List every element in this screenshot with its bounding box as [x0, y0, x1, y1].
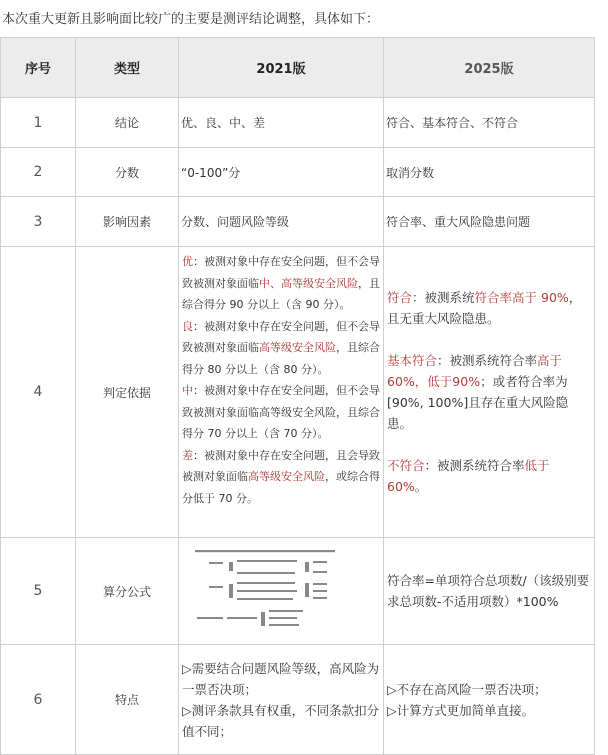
result-jiben-label: 基本符合 [387, 353, 438, 368]
cell-2025: 符合率=单项符合总项数/（该级别要求总项数-不适用项数）*100% [384, 538, 595, 645]
cell-2021: 分数、问题风险等级 [179, 197, 384, 247]
formula-illustration [193, 546, 369, 636]
table-row [1, 247, 595, 538]
cell-2025: 符合、基本符合、不符合 [384, 98, 595, 148]
row-type: 判定依据 [76, 247, 179, 538]
result-bufuhe-text-b: 低于 60% [387, 458, 550, 494]
grade-you-text-a: ：被测对象中存在安全问题，但不会导致被测对象面临 [182, 255, 380, 290]
result-fuhe-text-c: ，且无重大风险隐患。 [387, 290, 582, 326]
list-item: ▷需要结合问题风险等级，高风险为一票否决项； [182, 660, 380, 697]
row-no: 2 [1, 148, 76, 197]
result-fuhe-text-b: 符合率高于 90% [474, 290, 569, 305]
row-type: 分数 [76, 148, 179, 197]
row-no: 3 [1, 197, 76, 247]
result-bufuhe-label: 不符合 [387, 458, 425, 473]
header-no: 序号 [1, 38, 76, 98]
list-item: ▷不存在高风险一票否决项； [387, 681, 547, 697]
row-type: 特点 [76, 645, 179, 755]
table-row [1, 197, 595, 247]
result-jiben-text-b: 高于 60%，低于90% [387, 353, 563, 389]
grade-you-label: 优 [182, 255, 193, 268]
grade-zhong-label: 中 [182, 384, 193, 397]
result-jiben-text-c: ；或者符合率为[90%, 100%]且存在重大风险隐患。 [387, 374, 569, 431]
row-no: 4 [1, 247, 76, 538]
header-type: 类型 [76, 38, 179, 98]
grade-cha-text-a: ：被测对象中存在安全问题，且会导致被测对象面临 [182, 448, 380, 483]
grade-zhong-text: ：被测对象中存在安全问题，但不会导致被测对象面临高等级安全风险，且综合得分 70 分以上（含 70 分）。 [182, 384, 380, 440]
header-row [1, 38, 595, 98]
table-row [1, 148, 595, 197]
grade-you-text-b: 中、高等级安全风险 [259, 276, 358, 290]
list-item: ▷计算方式更加简单直接。 [387, 702, 535, 718]
table-row [1, 645, 595, 755]
row-type: 算分公式 [76, 538, 179, 645]
grade-liang-label: 良 [182, 319, 193, 333]
cell-2025: 符合率、重大风险隐患问题 [384, 197, 595, 247]
result-fuhe-text-a: ：被测系统 [412, 290, 475, 305]
grade-cha-text-b: 高等级安全风险 [248, 470, 325, 483]
row-no: 1 [1, 98, 76, 148]
table-row [1, 538, 595, 645]
grade-liang-text-b: 高等级安全风险 [259, 341, 336, 354]
cell-2025: 取消分数 [384, 148, 595, 197]
header-2025: 2025版 [384, 38, 595, 98]
cell-2021: “0-100”分 [179, 148, 384, 197]
cell-2021: 优、良、中、差 [179, 98, 384, 148]
intro-text: 本次重大更新且影响面比较广的主要是测评结论调整，具体如下： [2, 12, 380, 27]
table-row [1, 98, 595, 148]
grade-cha-text-c: ，或综合得分低于 70 分。 [182, 470, 380, 505]
result-bufuhe-text-c: 。 [414, 479, 428, 494]
result-jiben-text-a: ：被测系统符合率 [437, 353, 538, 368]
list-item: ▷测评条款具有权重，不同条款扣分值不同； [182, 702, 380, 739]
cell-2021-features [179, 645, 384, 755]
cell-2025-features [384, 645, 595, 755]
result-fuhe-label: 符合 [387, 290, 413, 305]
grade-you-text-c: ，且综合得分 90 分以上（含 90 分）。 [182, 276, 380, 311]
cell-2021-formula [179, 538, 384, 645]
comparison-table [0, 37, 595, 755]
grade-liang-text-c: ，且综合得分 80 分以上（含 80 分）。 [182, 341, 380, 376]
row-type: 影响因素 [76, 197, 179, 247]
grade-liang-text-a: ：被测对象中存在安全问题，但不会导致被测对象面临 [182, 319, 380, 354]
grade-cha-label: 差 [182, 448, 193, 462]
result-bufuhe-text-a: ：被测系统符合率 [424, 458, 525, 473]
cell-2025-criteria [384, 247, 595, 538]
header-2021: 2021版 [179, 38, 384, 98]
row-no: 6 [1, 645, 76, 755]
formula-image [193, 546, 369, 636]
cell-2021-criteria [179, 247, 384, 538]
row-type: 结论 [76, 98, 179, 148]
row-no: 5 [1, 538, 76, 645]
